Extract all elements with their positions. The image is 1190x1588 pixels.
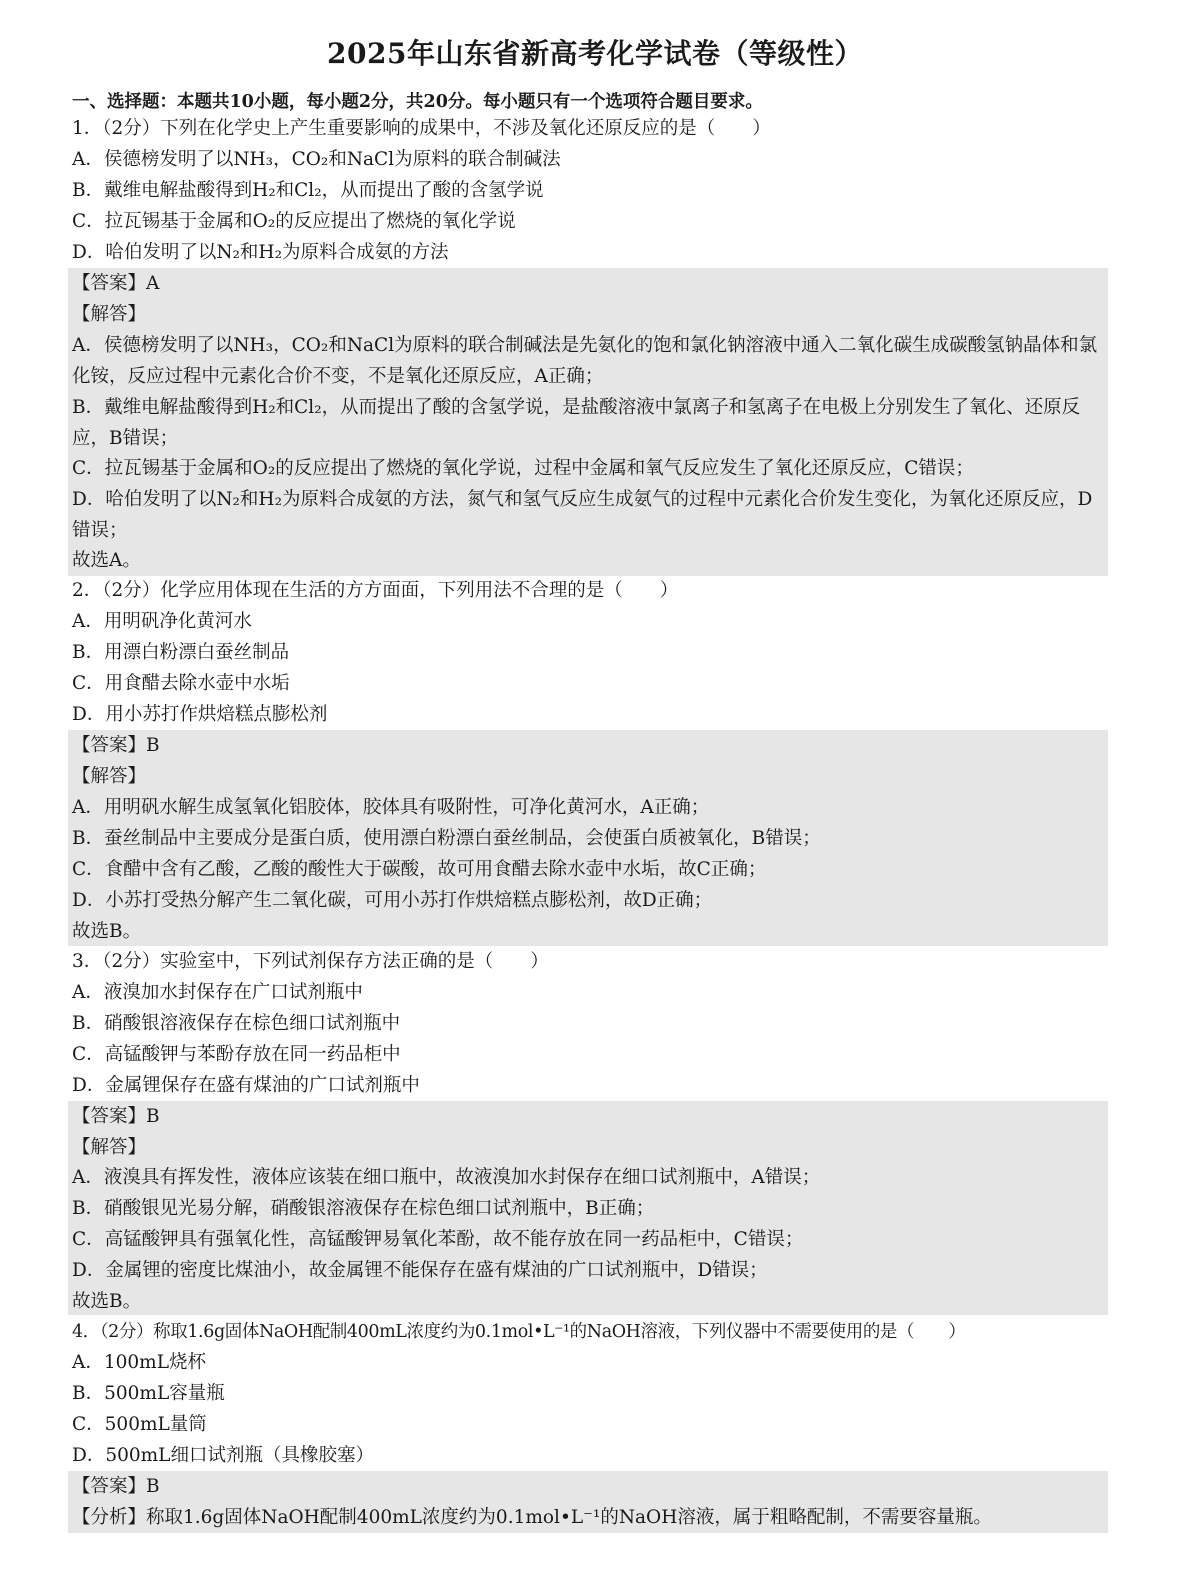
question-3-stem: 3．（2分）实验室中，下列试剂保存方法正确的是（ ） bbox=[72, 951, 549, 972]
question-3-explanation-a: A．液溴具有挥发性，液体应该装在细口瓶中，故液溴加水封保存在细口试剂瓶中，A错误； bbox=[72, 1167, 821, 1188]
question-1-answer: 【答案】A bbox=[72, 273, 160, 294]
question-2-analysis-label: 【解答】 bbox=[72, 766, 147, 787]
question-1-explanation-d: D．哈伯发明了以N₂和H₂为原料合成氨的方法，氮气和氢气反应生成氨气的过程中元素化合价发生变化，为氧化还原反应，D错误； bbox=[72, 489, 1093, 541]
question-4-option-d: D．500mL细口试剂瓶（具橡胶塞） bbox=[72, 1445, 374, 1466]
question-2-conclusion: 故选B。 bbox=[72, 921, 142, 942]
question-1-option-d: D．哈伯发明了以N₂和H₂为原料合成氨的方法 bbox=[72, 242, 449, 263]
question-2-option-c: C．用食醋去除水壶中水垢 bbox=[72, 673, 290, 694]
question-1-explanation-c: C．拉瓦锡基于金属和O₂的反应提出了燃烧的氧化学说，过程中金属和氧气反应发生了氧化还原反应，C错误； bbox=[72, 458, 974, 479]
question-2-explanation-a: A．用明矾水解生成氢氧化铝胶体，胶体具有吸附性，可净化黄河水，A正确； bbox=[72, 797, 710, 818]
question-2-answer: 【答案】B bbox=[72, 735, 160, 756]
question-4-analysis bbox=[72, 1506, 992, 1530]
question-2-option-d: D．用小苏打作烘焙糕点膨松剂 bbox=[72, 704, 328, 725]
page-title: 2025年山东省新高考化学试卷（等级性） bbox=[327, 37, 863, 70]
question-2-option-a: A．用明矾净化黄河水 bbox=[72, 611, 252, 632]
question-2-explanation-c: C．食醋中含有乙酸，乙酸的酸性大于碳酸，故可用食醋去除水壶中水垢，故C正确； bbox=[72, 859, 767, 880]
question-2-explanation-b: B．蚕丝制品中主要成分是蛋白质，使用漂白粉漂白蚕丝制品，会使蛋白质被氧化，B错误； bbox=[72, 828, 821, 849]
question-3-analysis-label: 【解答】 bbox=[72, 1137, 147, 1158]
question-3-conclusion: 故选B。 bbox=[72, 1291, 142, 1312]
question-4-option-c: C．500mL量筒 bbox=[72, 1414, 207, 1435]
question-1-option-b: B．戴维电解盐酸得到H₂和Cl₂，从而提出了酸的含氢学说 bbox=[72, 180, 544, 201]
question-3-option-a: A．液溴加水封保存在广口试剂瓶中 bbox=[72, 982, 363, 1003]
question-4-analysis-label: 【分析】 bbox=[72, 1507, 147, 1528]
question-4-option-a: A．100mL烧杯 bbox=[72, 1352, 206, 1373]
question-3-explanation-c: C．高锰酸钾具有强氧化性，高锰酸钾易氧化苯酚，故不能存放在同一药品柜中，C错误； bbox=[72, 1229, 804, 1250]
question-3-answer: 【答案】B bbox=[72, 1106, 160, 1127]
question-4-stem: 4．（2分）称取1.6g固体NaOH配制400mL浓度约为0.1mol•L⁻¹的NaOH溶液，下列仪器中不需要使用的是（ ） bbox=[72, 1322, 966, 1342]
question-3-explanation-b: B．硝酸银见光易分解，硝酸银溶液保存在棕色细口试剂瓶中，B正确； bbox=[72, 1198, 655, 1219]
question-3-option-c: C．高锰酸钾与苯酚存放在同一药品柜中 bbox=[72, 1044, 401, 1065]
question-1-analysis-label: 【解答】 bbox=[72, 304, 147, 325]
question-4-analysis-text: 称取1.6g固体NaOH配制400mL浓度约为0.1mol•L⁻¹的NaOH溶液，属于粗略配制，不需要容量瓶。 bbox=[146, 1507, 992, 1528]
question-1-conclusion: 故选A。 bbox=[72, 550, 141, 571]
question-3-option-b: B．硝酸银溶液保存在棕色细口试剂瓶中 bbox=[72, 1013, 401, 1034]
question-2-explanation-d: D．小苏打受热分解产生二氧化碳，可用小苏打作烘焙糕点膨松剂，故D正确； bbox=[72, 890, 713, 911]
question-2-option-b: B．用漂白粉漂白蚕丝制品 bbox=[72, 642, 290, 663]
question-4-answer: 【答案】B bbox=[72, 1476, 160, 1497]
question-1-option-a: A．侯德榜发明了以NH₃，CO₂和NaCl为原料的联合制碱法 bbox=[72, 149, 561, 170]
question-1-explanation-a: A．侯德榜发明了以NH₃，CO₂和NaCl为原料的联合制碱法是先氨化的饱和氯化钠溶液中通入二氧化碳生成碳酸氢钠晶体和氯化铵，反应过程中元素化合价不变，不是氧化还原反应，A正确； bbox=[72, 335, 1098, 387]
section-heading: 一、选择题：本题共10小题，每小题2分，共20分。每小题只有一个选项符合题目要求。 bbox=[72, 92, 763, 112]
question-1-option-c: C．拉瓦锡基于金属和O₂的反应提出了燃烧的氧化学说 bbox=[72, 211, 516, 232]
question-2-stem: 2．（2分）化学应用体现在生活的方方面面，下列用法不合理的是（ ） bbox=[72, 580, 679, 601]
question-3-explanation-d: D．金属锂的密度比煤油小，故金属锂不能保存在盛有煤油的广口试剂瓶中，D错误； bbox=[72, 1260, 768, 1281]
question-1-explanation-b: B．戴维电解盐酸得到H₂和Cl₂，从而提出了酸的含氢学说，是盐酸溶液中氯离子和氢离子在电极上分别发生了氧化、还原反应，B错误； bbox=[72, 397, 1081, 449]
question-1-stem: 1．（2分）下列在化学史上产生重要影响的成果中，不涉及氧化还原反应的是（ ） bbox=[72, 118, 771, 139]
question-4-option-b: B．500mL容量瓶 bbox=[72, 1383, 225, 1404]
question-3-option-d: D．金属锂保存在盛有煤油的广口试剂瓶中 bbox=[72, 1075, 420, 1096]
